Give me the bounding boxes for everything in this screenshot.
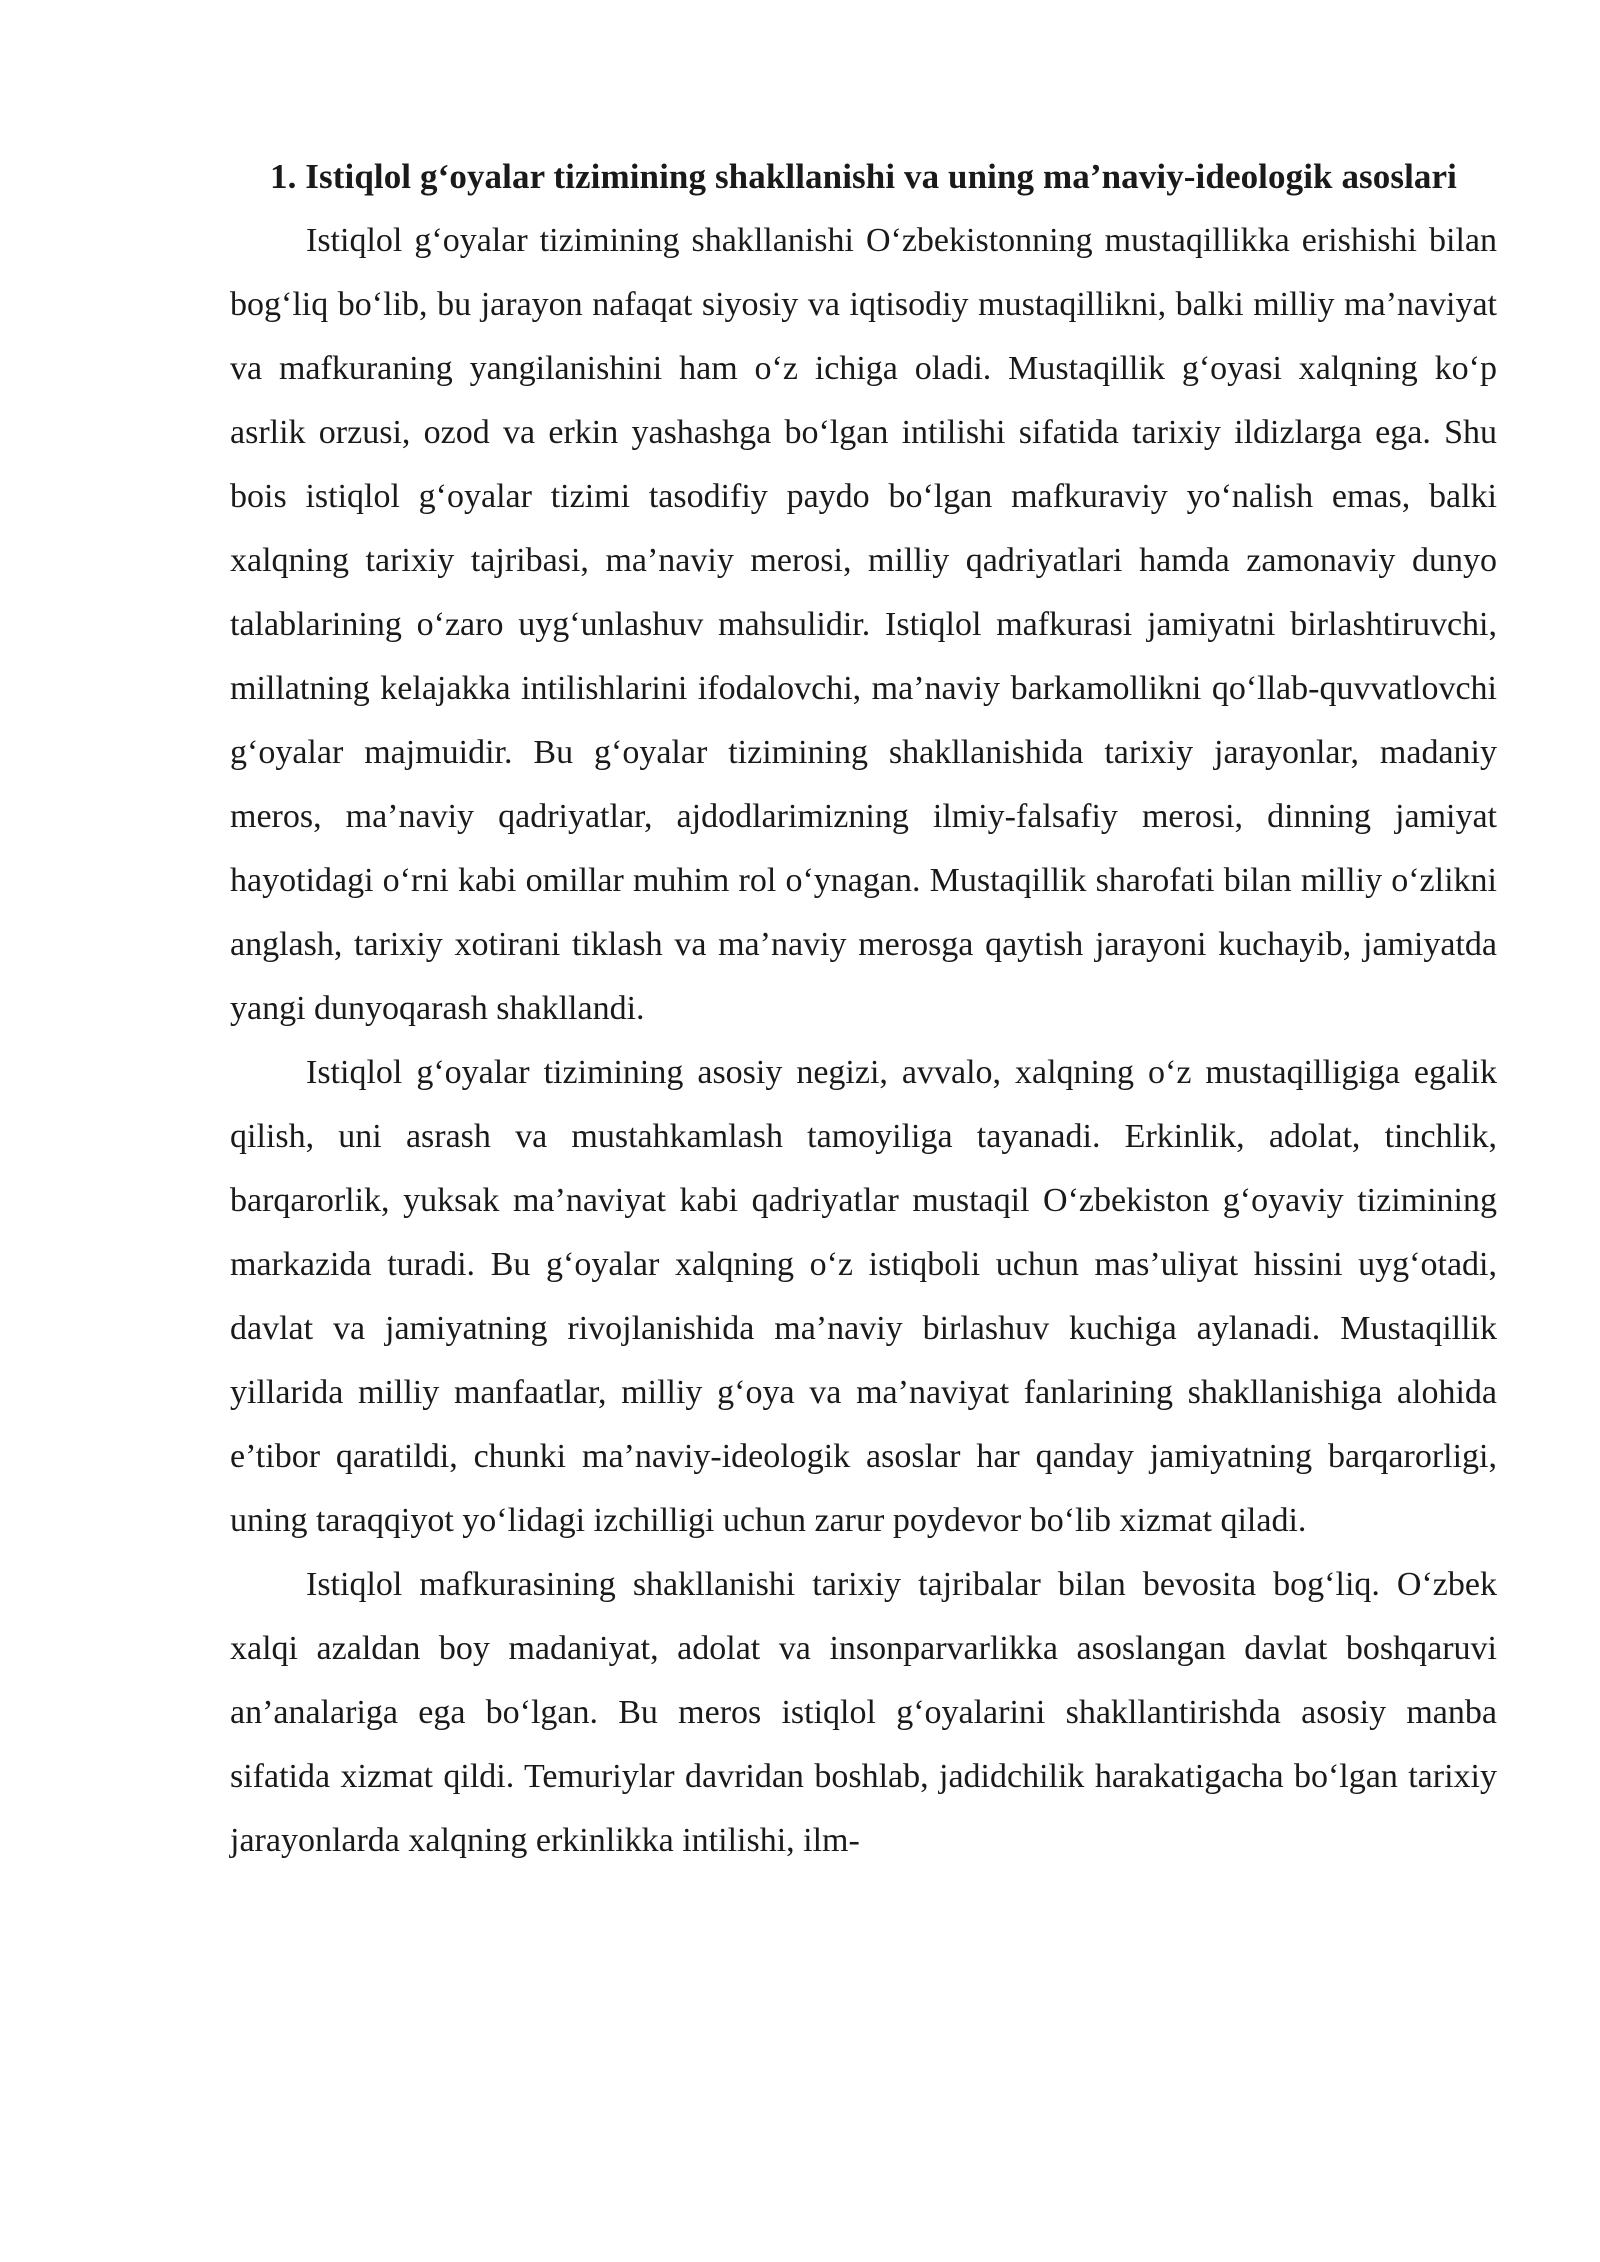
paragraph-3: Istiqlol mafkurasining shakllanishi tarixiy tajribalar bilan bevosita bog‘liq. O‘zbek xalqi azaldan boy madaniyat, adolat va insonparvarlikka asoslangan davlat boshqaruvi an’analariga ega bo‘lgan. Bu meros istiqlol g‘oyalarini shakllantirishda asosiy manba sifatida xizmat qildi. Temuriylar davridan boshlab, jadidchilik harakatigacha bo‘lgan tarixiy jarayonlarda xalqning erkinlikka intilishi, ilm-	[230, 1566, 1497, 1859]
document-page	[230, 145, 1497, 1873]
section-title: 1. Istiqlol g‘oyalar tizimining shakllanishi va uning ma’naviy-ideologik asoslari	[270, 157, 1457, 196]
paragraph-2: Istiqlol g‘oyalar tizimining asosiy negizi, avvalo, xalqning o‘z mustaqilligiga egalik qilish, uni asrash va mustahkamlash tamoyiliga tayanadi. Erkinlik, adolat, tinchlik, barqarorlik, yuksak ma’naviyat kabi qadriyatlar mustaqil O‘zbekiston g‘oyaviy tizimining markazida turadi. Bu g‘oyalar xalqning o‘z istiqboli uchun mas’uliyat hissini uyg‘otadi, davlat va jamiyatning rivojlanishida ma’naviy birlashuv kuchiga aylanadi. Mustaqillik yillarida milliy manfaatlar, milliy g‘oya va ma’naviyat fanlarining shakllanishiga alohida e’tibor qaratildi, chunki ma’naviy-ideologik asoslar har qanday jamiyatning barqarorligi, uning taraqqiyot yo‘lidagi izchilligi uchun zarur poydevor bo‘lib xizmat qiladi.	[230, 1054, 1497, 1539]
paragraph-1: Istiqlol g‘oyalar tizimining shakllanishi O‘zbekistonning mustaqillikka erishishi bilan bog‘liq bo‘lib, bu jarayon nafaqat siyosiy va iqtisodiy mustaqillikni, balki milliy ma’naviyat va mafkuraning yangilanishini ham o‘z ichiga oladi. Mustaqillik g‘oyasi xalqning ko‘p asrlik orzusi, ozod va erkin yashashga bo‘lgan intilishi sifatida tarixiy ildizlarga ega. Shu bois istiqlol g‘oyalar tizimi tasodifiy paydo bo‘lgan mafkuraviy yo‘nalish emas, balki xalqning tarixiy tajribasi, ma’naviy merosi, milliy qadriyatlari hamda zamonaviy dunyo talablarining o‘zaro uyg‘unlashuv mahsulidir. Istiqlol mafkurasi jamiyatni birlashtiruvchi, millatning kelajakka intilishlarini ifodalovchi, ma’naviy barkamollikni qo‘llab-quvvatlovchi g‘oyalar majmuidir. Bu g‘oyalar tizimining shakllanishida tarixiy jarayonlar, madaniy meros, ma’naviy qadriyatlar, ajdodlarimizning ilmiy-falsafiy merosi, dinning jamiyat hayotidagi o‘rni kabi omillar muhim rol o‘ynagan. Mustaqillik sharofati bilan milliy o‘zlikni anglash, tarixiy xotirani tiklash va ma’naviy merosga qaytish jarayoni kuchayib, jamiyatda yangi dunyoqarash shakllandi.	[230, 222, 1497, 1027]
